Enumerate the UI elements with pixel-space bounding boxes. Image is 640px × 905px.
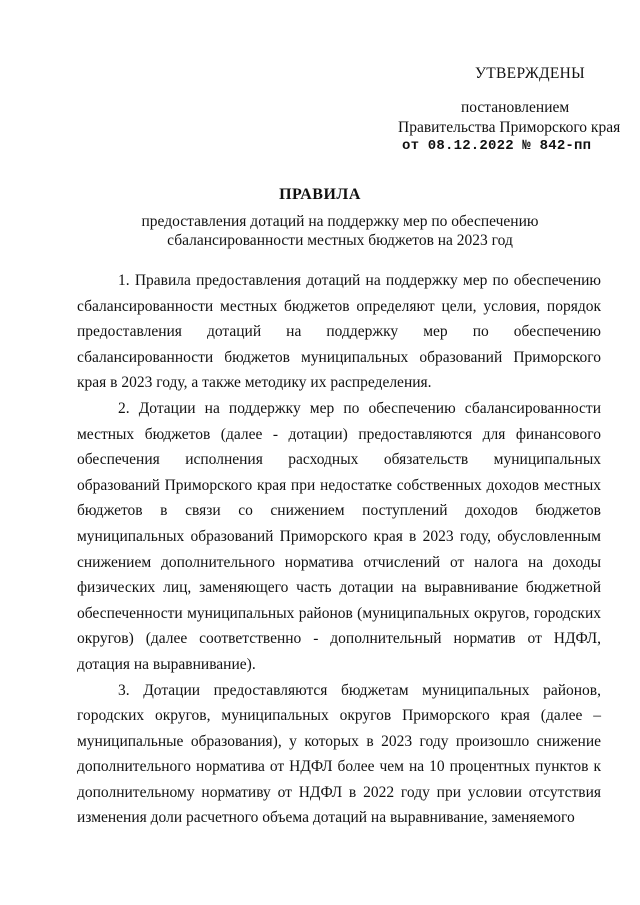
document-body: [77, 268, 601, 831]
paragraph-2: 2. Дотации на поддержку мер по обеспечению сбалансированности местных бюджетов (далее - дотации) предоставляются для финансового обеспечения исполнения расходных обязательств муниципальных образований Приморского края при недостатке собственных доходов местных бюджетов в связи со снижением поступлений доходов бюджетов муниципальных образований Приморского края в 2023 году, обусловленным снижением дополнительного норматива отчислений от налога на доходы физических лиц, заменяющего часть дотации на выравнивание бюджетной обеспеченности муниципальных районов (муниципальных округов, городских округов) (далее соответственно - дополнительный норматив от НДФЛ, дотация на выравнивание).: [77, 399, 601, 673]
approval-title: УТВЕРЖДЕНЫ: [475, 65, 585, 82]
paragraph-3: 3. Дотации предоставляются бюджетам муниципальных районов, городских округов, муниципальных округов Приморского края (далее – муниципальные образования), у которых в 2023 году произошло снижение дополнительного норматива от НДФЛ более чем на 10 процентных пунктов к дополнительному нормативу от НДФЛ в 2022 году при условии отсутствия изменения доли расчетного объема дотаций на выравнивание, заменяемого: [77, 681, 601, 827]
document-heading: ПРАВИЛА: [279, 186, 361, 203]
approval-government: Правительства Приморского края: [398, 119, 621, 136]
paragraph-1: 1. Правила предоставления дотаций на поддержку мер по обеспечению сбалансированности местных бюджетов определяют цели, условия, порядок предоставления дотаций на поддержку мер по обеспечению сбалансированности бюджетов муниципальных образований Приморского края в 2023 году, а также методику их распределения.: [77, 272, 601, 392]
approval-date-number: от 08.12.2022 № 842-пп: [402, 138, 592, 154]
approval-resolution-label: постановлением: [461, 99, 570, 116]
document-subheading: предоставления дотаций на поддержку мер по обеспечению сбалансированности местных бюджетов на 2023 год: [141, 213, 539, 249]
